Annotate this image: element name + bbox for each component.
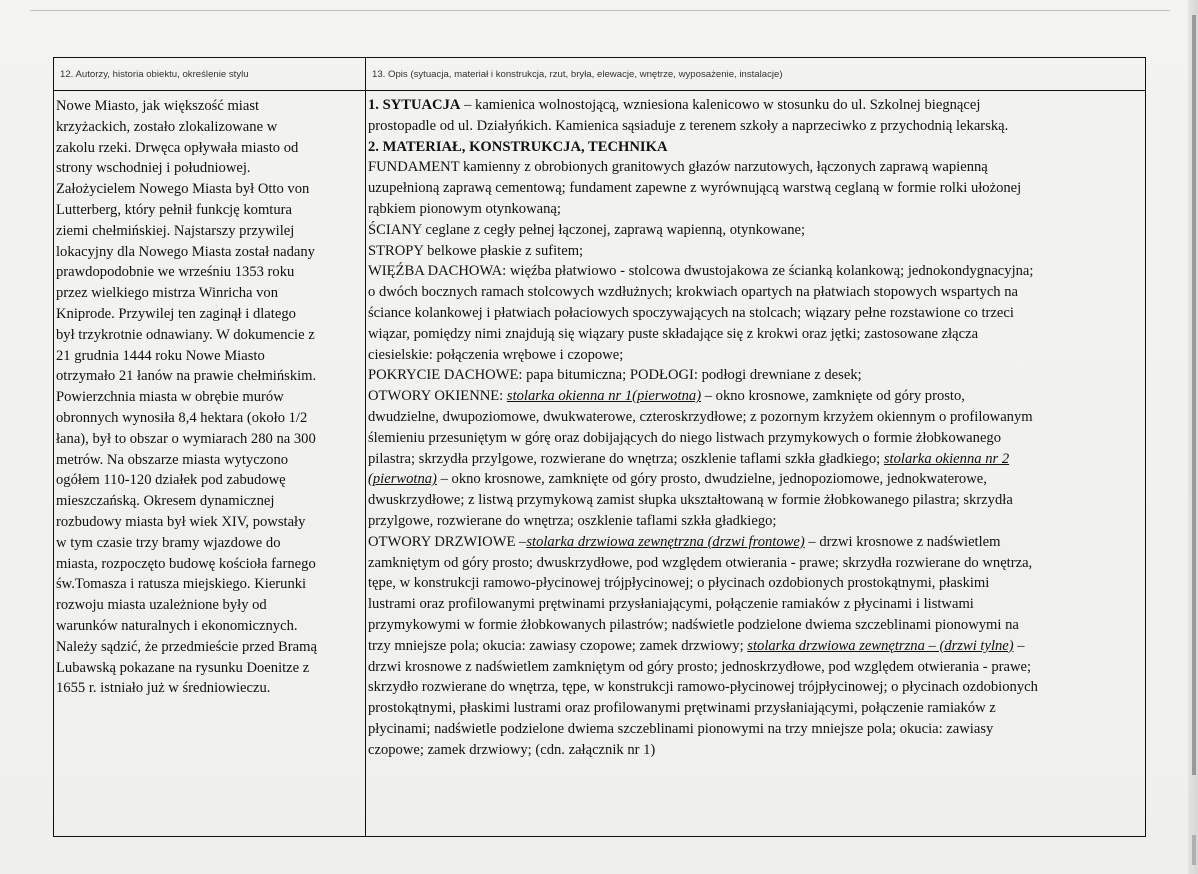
window-type-2-label-cont: (pierwotna) <box>368 471 437 488</box>
history-line: zakolu rzeki. Drwęca opływała miasto od <box>56 139 299 156</box>
history-line: rozbudowy miasta był wiek XIV, powstały <box>56 513 306 530</box>
history-line: był trzykrotnie odnawiany. W dokumencie z <box>56 326 315 343</box>
text-line: tępe, w konstrukcji ramowo-płycinowej trójpłycinowej; o płycinach ozdobionych prostokątnymi, płaskimi <box>368 575 990 592</box>
text-line: drzwi krosnowe z nadświetlem zamkniętym od góry prosto; jednoskrzydłowe, pod względem otwierania - prawe; <box>368 658 1032 675</box>
history-line: Założycielem Nowego Miasta był Otto von <box>56 181 310 198</box>
text-line: przylgowe, rozwierane do wnętrza; oszklenie taflami szkła gładkiego; <box>368 512 777 529</box>
history-line: rozwoju miasta uzależnione były od <box>56 597 267 614</box>
text-line: o dwóch bocznych ramach stolcowych wzdłużnych; krokwiach opartych na płatwiach stopowych wspartych na <box>368 284 1019 301</box>
text-line: przymykowymi w formie żłobkowanych pilastrów; nadświetle podzielone dwiema szczeblinami pionowymi na <box>368 616 1019 633</box>
text-segment: OTWORY OKIENNE: <box>368 388 507 405</box>
history-cell <box>54 91 366 837</box>
text-line: rąbkiem pionowym otynkowaną; <box>368 200 561 217</box>
text-line: ściance kolankowej i płatwiach połaciowych spoczywających na stolcach; wiązary pełne rozstawione co trzeci <box>368 304 1014 321</box>
description-cell <box>366 91 1146 837</box>
text-segment: – <box>1013 637 1025 654</box>
history-line: ogółem 110-120 działek pod zabudowę <box>56 472 286 489</box>
history-line: Kniprode. Przywilej ten zaginął i dlatego <box>56 305 296 322</box>
history-line: 21 grudnia 1444 roku Nowe Miasto <box>56 347 265 364</box>
header-cell-13 <box>366 58 1146 91</box>
history-line: przez wielkiego mistrza Winricha von <box>56 285 279 302</box>
text-line: płycinami; nadświetle podzielone dwiema szczeblinami pionowymi na trzy mniejsze pola; okucia: zawiasy <box>368 720 994 737</box>
text-segment: – drzwi krosnowe z nadświetlem <box>804 533 1001 550</box>
description-text <box>366 91 1145 761</box>
situation-text: – kamienica wolnostojącą, wzniesiona kalenicowo w stosunku do ul. Szkolnej biegnącej <box>460 97 981 113</box>
history-line: Lutterberg, który pełnił funkcję komtura <box>56 201 293 218</box>
text-segment: – okno krosnowe, zamknięte od góry prosto, dwudzielne, jednopoziomowe, jednokwaterowe, <box>436 471 987 488</box>
text-line: zamkniętym od góry prosto; dwuskrzydłowe, pod względem otwierania - prawe; skrzydła rozwierane do wnętrza, <box>368 554 1033 571</box>
text-line: WIĘŹBA DACHOWA: więźba płatwiowo - stolcowa dwustojakowa ze ścianką kolankową; jednokondygnacyjna; <box>368 263 1034 280</box>
text-line: ciesielskie: połączenia wrębowe i czopowe; <box>368 346 624 363</box>
header-cell-12 <box>54 58 366 91</box>
history-line: miasta, rozpoczęto budowę kościoła farnego <box>56 555 316 572</box>
window-type-2-label: stolarka okienna nr 2 <box>883 450 1010 467</box>
scan-top-line <box>30 10 1170 11</box>
text-line: FUNDAMENT kamienny z obrobionych granitowych głazów narzutowych, łączonych zaprawą wapienną <box>368 159 988 176</box>
text-line <box>368 386 1145 407</box>
text-segment: – okno krosnowe, zamknięte od góry prosto, <box>701 388 965 405</box>
front-door-label: stolarka drzwiowa zewnętrzna (drzwi frontowe) <box>526 533 805 550</box>
history-line: otrzymało 21 łanów na prawie chełmińskim. <box>56 368 317 385</box>
history-line: Należy sądzić, że przedmieście przed Bramą <box>56 638 317 655</box>
text-line: prostokątnymi, płaskimi lustrami oraz profilowanymi prętwinami przysłaniającymi, połączenie ramiaków z <box>368 700 996 717</box>
text-line: wiązar, pomiędzy nimi znajdują się wiązary puste składające się z krokwi oraz jętki; zastosowane złącza <box>368 325 979 342</box>
history-line: warunków naturalnych i ekonomicznych. <box>56 617 298 634</box>
history-line: Lubawską pokazane na rysunku Doenitze z <box>56 659 310 676</box>
scan-right-bar <box>1192 15 1196 775</box>
section-1-heading: 1. SYTUACJA <box>368 97 461 113</box>
header-13-label: 13. Opis (sytuacja, materiał i konstrukcja, rzut, bryła, elewacje, wnętrze, wyposażenie, instalacje) <box>372 69 783 80</box>
description-table <box>53 57 1146 837</box>
history-text <box>54 91 365 699</box>
text-line <box>368 449 1145 470</box>
back-door-label: stolarka drzwiowa zewnętrzna – (drzwi tylne) <box>747 637 1014 654</box>
text-line: czopowe; zamek drzwiowy; (cdn. załącznik nr 1) <box>368 741 656 758</box>
text-line <box>368 636 1145 657</box>
text-line: prostopadle od ul. Działyńkich. Kamienica sąsiaduje z terenem szkoły a naprzeciwko z przychodnią lekarską. <box>368 117 1009 134</box>
text-line: skrzydło rozwierane do wnętrza, tępe, w konstrukcji ramowo-płycinowej trójpłycinowej; o płycinach ozdobionych <box>368 679 1038 696</box>
situation-line <box>368 95 1145 116</box>
history-line: lokacyjny dla Nowego Miasta został nadany <box>56 243 315 260</box>
scan-right-bar-lower <box>1192 835 1196 865</box>
text-segment: OTWORY DRZWIOWE – <box>368 533 527 550</box>
text-line: ślemieniu przesuniętym w górę oraz dobijających do niego listwach przymykowych o formie żłobkowanego <box>368 429 1002 446</box>
history-line: ziemi chełmińskiej. Najstarszy przywilej <box>56 222 295 239</box>
text-line <box>368 469 1145 490</box>
history-line: krzyżackich, zostało zlokalizowane w <box>56 118 278 135</box>
text-line: ŚCIANY ceglane z cegły pełnej łączonej, zaprawą wapienną, otynkowane; <box>368 221 806 238</box>
text-line: dwudzielne, dwupoziomowe, dwukwaterowe, czteroskrzydłowe; z pozornym krzyżem okiennym o profilowanym <box>368 408 1033 425</box>
history-line: strony wschodniej i południowej. <box>56 160 251 177</box>
text-line: uzupełnioną zaprawą cementową; fundament zapewne z wyrównującą warstwą ceglaną w formie rolki ułożonej <box>368 180 1022 197</box>
text-line: POKRYCIE DACHOWE: papa bitumiczna; PODŁOGI: podłogi drewniane z desek; <box>368 367 862 384</box>
content-row <box>54 91 1146 837</box>
text-line <box>368 532 1145 553</box>
text-line: dwuskrzydłowe; z listwą przymykową zamist słupka ukształtowaną w formie żłobkowanego pilastra; skrzydła <box>368 492 1013 509</box>
history-line: Nowe Miasto, jak większość miast <box>56 98 260 114</box>
history-line: prawdopodobnie we wrześniu 1353 roku <box>56 264 295 281</box>
text-segment: trzy mniejsze pola; okucia: zawiasy czopowe; zamek drzwiowy; <box>368 637 748 654</box>
text-line: STROPY belkowe płaskie z sufitem; <box>368 242 584 259</box>
history-line: obronnych wynosiła 8,4 hektara (około 1/2 <box>56 409 308 426</box>
text-line: lustrami oraz profilowanymi prętwinami przysłaniającymi, połączenie ramiaków z płycinami i listwami <box>368 596 974 613</box>
history-line: w tym czasie trzy bramy wjazdowe do <box>56 534 281 551</box>
header-row <box>54 58 1146 91</box>
window-type-1-label: stolarka okienna nr 1(pierwotna) <box>506 388 702 405</box>
history-line: 1655 r. istniało już w średniowieczu. <box>56 680 271 697</box>
history-line: metrów. Na obszarze miasta wytyczono <box>56 451 289 468</box>
header-12-label: 12. Autorzy, historia obiektu, określenie stylu <box>60 69 249 80</box>
text-segment: pilastra; skrzydła przylgowe, rozwierane do wnętrza; oszklenie taflami szkła gładkiego; <box>368 450 884 467</box>
history-line: Powierzchnia miasta w obrębie murów <box>56 389 284 406</box>
section-2-heading: 2. MATERIAŁ, KONSTRUKCJA, TECHNIKA <box>368 138 668 155</box>
history-line: łana), był to obszar o wymiarach 280 na 300 <box>56 430 316 447</box>
history-line: mieszczańską. Okresem dynamicznej <box>56 493 275 510</box>
history-line: św.Tomasza i ratusza miejskiego. Kierunki <box>56 576 307 593</box>
